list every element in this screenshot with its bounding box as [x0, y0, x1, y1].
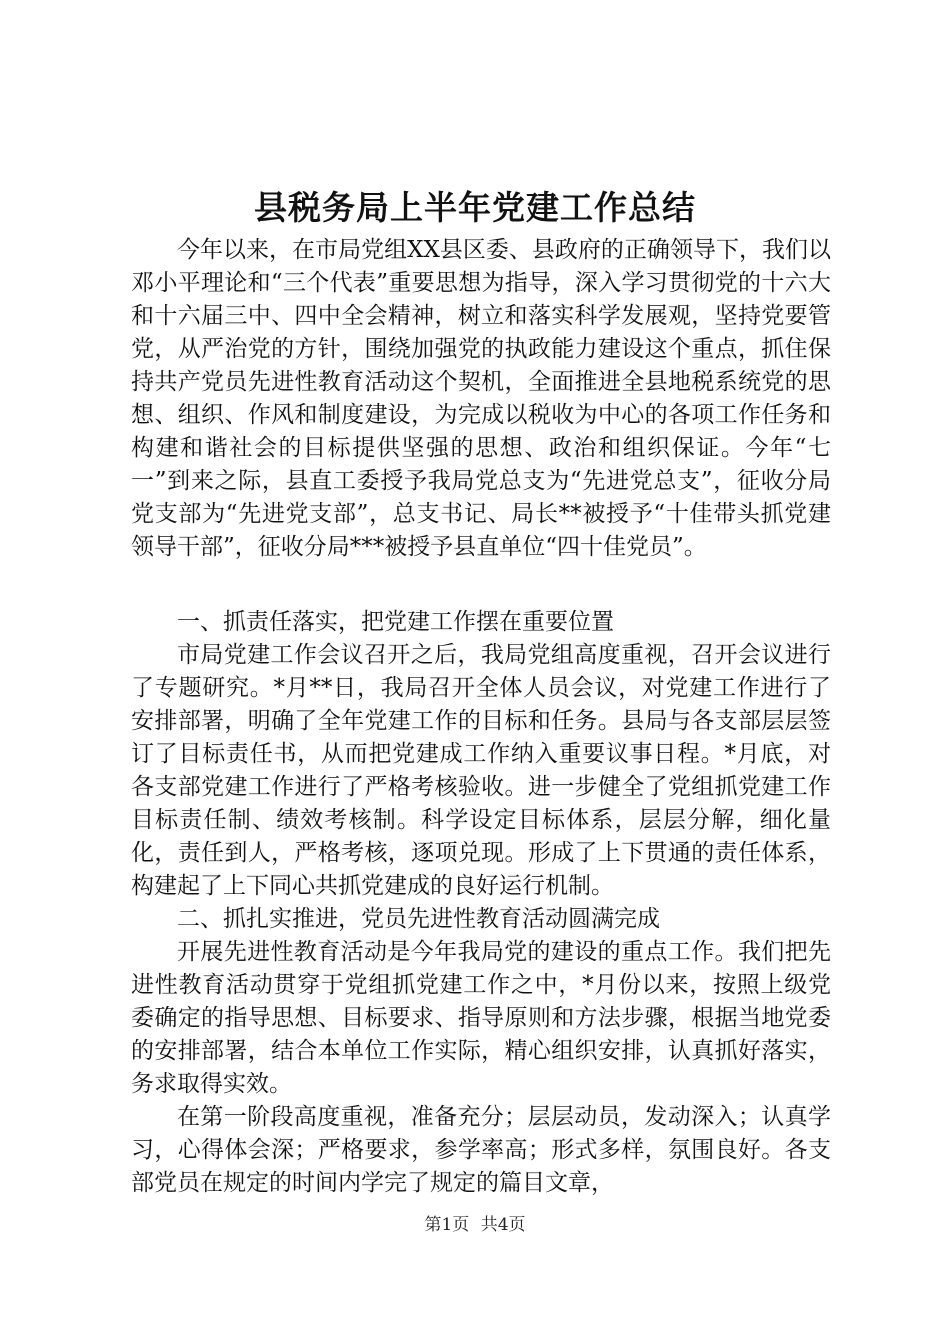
section-heading-1: 一、抓责任落实，把党建工作摆在重要位置 [177, 609, 614, 635]
section-1-paragraph: 市局党建工作会议召开之后，我局党组高度重视，召开会议进行了专题研究。*月**日，我局召开全体人员会议，对党建工作进行了安排部署，明确了全年党建工作的目标和任务。县局与各支部层层签订了目标责任书，从而把党建成工作纳入重要议事日程。*月底，对各支部党建工作进行了严格考核验收。进一步健全了党组抓党建工作目标责任制、绩效考核制。科学设定目标体系，层层分解，细化量化，责任到人，严格考核，逐项兑现。形成了上下贯通的责任体系，构建起了上下同心共抓党建成的良好运行机制。 [131, 642, 831, 899]
section-2-paragraph-a: 开展先进性教育活动是今年我局党的建设的重点工作。我们把先进性教育活动贯穿于党组抓党建工作之中，*月份以来，按照上级党委确定的指导思想、目标要求、指导原则和方法步骤，根据当地党委的安排部署，结合本单位工作实际，精心组织安排，认真抓好落实，务求取得实效。 [131, 939, 831, 1097]
document-body [131, 234, 831, 1200]
paragraph-spacer [131, 564, 831, 606]
document-title: 县税务局上半年党建工作总结 [254, 188, 696, 227]
section-heading-2: 二、抓扎实推进，党员先进性教育活动圆满完成 [177, 906, 660, 932]
intro-paragraph: 今年以来，在市局党组XX县区委、县政府的正确领导下，我们以邓小平理论和“三个代表”重要思想为指导，深入学习贯彻党的十六大和十六届三中、四中全会精神，树立和落实科学发展观，坚持党要管党，从严治党的方针，围绕加强党的执政能力建设这个重点，抓住保持共产党员先进性教育活动这个契机，全面推进全县地税系统党的思想、组织、作风和制度建设，为完成以税收为中心的各项工作任务和构建和谐社会的目标提供坚强的思想、政治和组织保证。今年“七一”到来之际，县直工委授予我局党总支为“先进党总支”，征收分局党支部为“先进党支部”，总支书记、局长**被授予“十佳带头抓党建领导干部”，征收分局***被授予县直单位“四十佳党员”。 [131, 237, 831, 560]
page-footer [0, 1214, 950, 1236]
section-2-paragraph-b: 在第一阶段高度重视，准备充分；层层动员，发动深入；认真学习，心得体会深；严格要求，参学率高；形式多样，氛围良好。各支部党员在规定的时间内学完了规定的篇目文章， [131, 1104, 831, 1196]
page-total: 共4页 [480, 1215, 526, 1235]
page-number: 第1页 [424, 1215, 470, 1235]
